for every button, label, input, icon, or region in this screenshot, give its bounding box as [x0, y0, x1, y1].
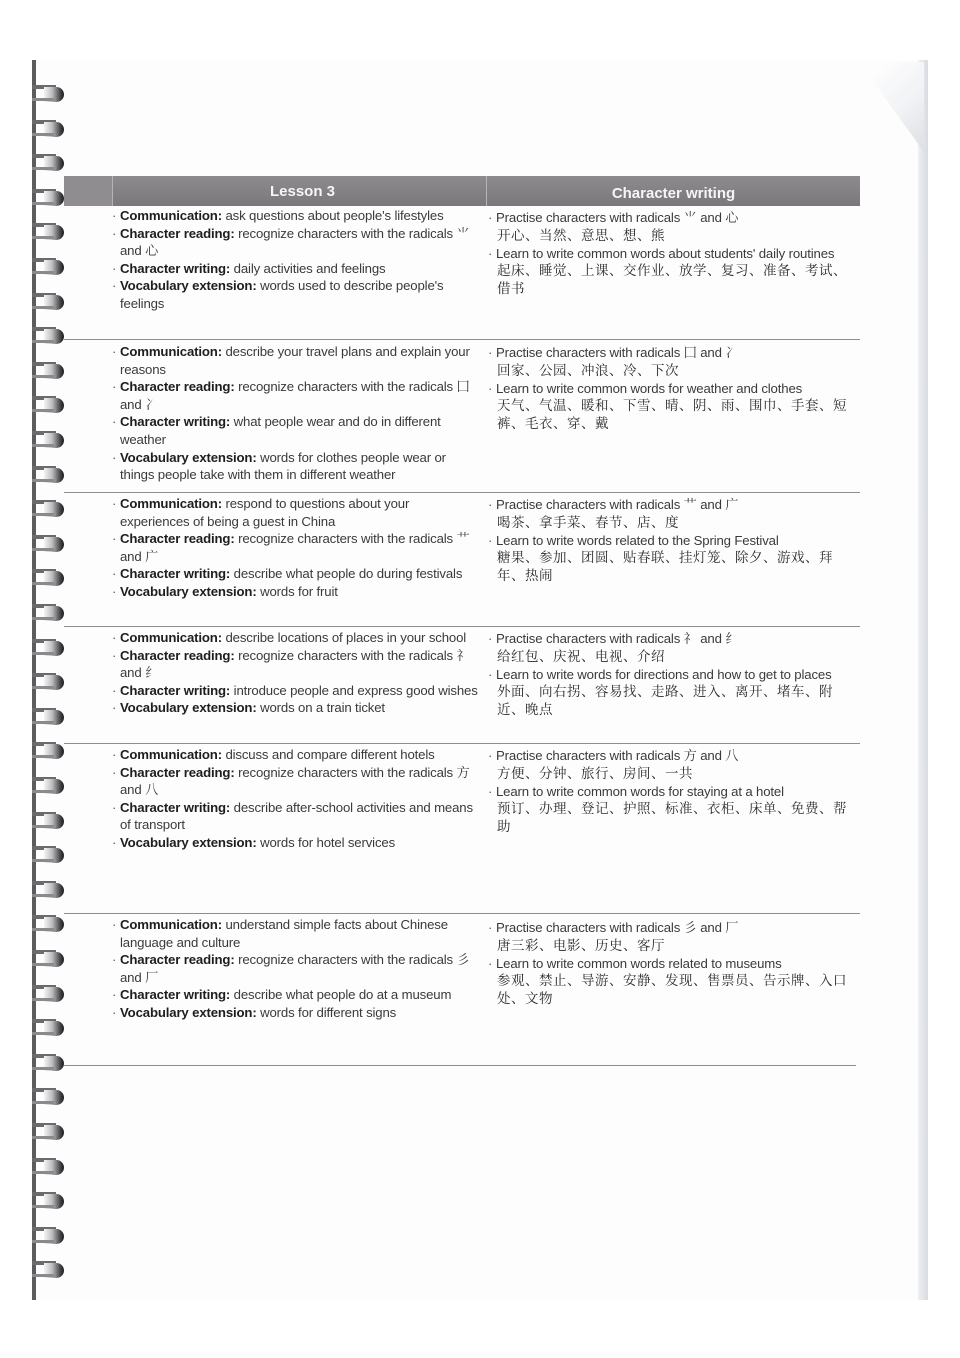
character-writing-content: [488, 747, 860, 836]
character-reading-item: · Character reading: recognize characters with the radicals 艹 and 广: [112, 530, 478, 565]
communication-item: · Communication: ask questions about people's lifestyles: [112, 207, 478, 225]
vocabulary-extension-item: · Vocabulary extension: words for hotel services: [112, 834, 478, 852]
learn-words-item: · Learn to write words for directions and how to get to places: [488, 666, 860, 684]
lesson-objectives: [112, 343, 478, 484]
character-reading-item: · Character reading: recognize characters with the radicals 彡 and 厂: [112, 951, 478, 986]
spiral-ring-icon: [32, 915, 64, 935]
learn-words: 预订、办理、登记、护照、标准、衣柜、床单、免费、帮助: [497, 801, 847, 836]
spiral-ring-icon: [32, 258, 64, 278]
learn-words-item: · Learn to write common words about students' daily routines: [488, 245, 860, 263]
communication-item: · Communication: understand simple facts about Chinese language and culture: [112, 916, 478, 951]
spiral-ring-icon: [32, 777, 64, 797]
spiral-ring-icon: [32, 742, 64, 762]
spiral-ring-icon: [32, 639, 64, 659]
lesson-objectives: [112, 629, 478, 717]
character-writing-item: · Character writing: describe what people do at a museum: [112, 986, 478, 1004]
character-writing-content: [488, 344, 860, 433]
character-writing-item: · Character writing: introduce people and express good wishes: [112, 682, 478, 700]
table-row: [64, 340, 860, 493]
vocabulary-extension-item: · Vocabulary extension: words used to describe people's feelings: [112, 277, 478, 312]
spiral-ring-icon: [32, 1158, 64, 1178]
table-row: [64, 744, 860, 914]
spiral-ring-icon: [32, 500, 64, 520]
character-reading-item: · Character reading: recognize characters with the radicals 方 and 八: [112, 764, 478, 799]
header-character-writing: Character writing: [611, 184, 736, 202]
header-unit-cell: [64, 176, 113, 206]
character-writing-item: · Character writing: describe after-school activities and means of transport: [112, 799, 478, 834]
character-writing-item: · Character writing: describe what people do during festivals: [112, 565, 478, 583]
learn-words-item: · Learn to write words related to the Spring Festival: [488, 532, 860, 550]
learn-words: 外面、向右拐、容易找、走路、进入、离开、堵车、附近、晚点: [497, 684, 833, 719]
practise-words: 回家、公园、冲浪、冷、下次: [497, 362, 679, 379]
spiral-ring-icon: [32, 985, 64, 1005]
learn-words-item: · Learn to write common words for staying at a hotel: [488, 783, 860, 801]
spiral-ring-icon: [32, 604, 64, 624]
spiral-ring-icon: [32, 1123, 64, 1143]
learn-words-item: · Learn to write common words for weather and clothes: [488, 380, 860, 398]
communication-item: · Communication: discuss and compare different hotels: [112, 746, 478, 764]
vocabulary-extension-item: · Vocabulary extension: words for clothes people wear or things people take with them in different weather: [112, 449, 478, 484]
spiral-ring-icon: [32, 708, 64, 728]
practise-words: 开心、当然、意思、想、熊: [497, 227, 665, 244]
practise-radicals-item: · Practise characters with radicals 方 and 八: [488, 747, 860, 765]
practise-radicals-item: · Practise characters with radicals 囗 and 冫: [488, 344, 860, 362]
character-reading-item: · Character reading: recognize characters with the radicals 礻 and 纟: [112, 647, 478, 682]
communication-item: · Communication: respond to questions about your experiences of being a guest in China: [112, 495, 478, 530]
spiral-ring-icon: [32, 1227, 64, 1247]
spiral-ring-icon: [32, 950, 64, 970]
spiral-ring-icon: [32, 154, 64, 174]
spiral-ring-icon: [32, 673, 64, 693]
practise-radicals-item: · Practise characters with radicals ⺌ and 心: [488, 209, 860, 227]
spiral-ring-icon: [32, 846, 64, 866]
spiral-ring-icon: [32, 293, 64, 313]
practise-words: 给红包、庆祝、电视、介绍: [497, 648, 665, 665]
learn-words: 天气、气温、暖和、下雪、晴、阴、雨、围巾、手套、短裤、毛衣、穿、戴: [497, 398, 847, 433]
spiral-ring-icon: [32, 362, 64, 382]
lesson-objectives: [112, 495, 478, 601]
character-writing-content: [488, 496, 860, 585]
learn-words: 糖果、参加、团圆、贴春联、挂灯笼、除夕、游戏、拜年、热闹: [497, 550, 833, 585]
spiral-ring-icon: [32, 223, 64, 243]
header-lesson: Lesson 3: [113, 176, 487, 206]
spiral-ring-icon: [32, 466, 64, 486]
character-writing-item: · Character writing: daily activities and feelings: [112, 260, 478, 278]
practise-words: 唐三彩、电影、历史、客厅: [497, 937, 665, 954]
learn-words: 起床、睡觉、上课、交作业、放学、复习、准备、考试、借书: [497, 263, 847, 298]
lesson-objectives: [112, 207, 478, 313]
spiral-ring-icon: [32, 1088, 64, 1108]
spiral-ring-icon: [32, 327, 64, 347]
character-writing-content: [488, 209, 860, 298]
practise-radicals-item: · Practise characters with radicals 彡 and 厂: [488, 919, 860, 937]
table-row: [64, 493, 860, 627]
table-bottom-rule: [64, 1065, 856, 1066]
character-writing-content: [488, 919, 860, 1008]
spiral-ring-icon: [32, 1261, 64, 1281]
spiral-ring-icon: [32, 431, 64, 451]
spiral-ring-icon: [32, 1192, 64, 1212]
table-header: [64, 176, 860, 206]
spiral-ring-icon: [32, 396, 64, 416]
page-edge: [918, 60, 928, 1300]
practise-words: 方便、分钟、旅行、房间、一共: [497, 765, 693, 782]
learn-words-item: · Learn to write common words related to museums: [488, 955, 860, 973]
vocabulary-extension-item: · Vocabulary extension: words on a train ticket: [112, 699, 478, 717]
character-writing-item: · Character writing: what people wear and do in different weather: [112, 413, 478, 448]
spiral-ring-icon: [32, 1054, 64, 1074]
practise-words: 喝茶、拿手菜、春节、店、度: [497, 514, 679, 531]
spiral-ring-icon: [32, 120, 64, 140]
spiral-ring-icon: [32, 881, 64, 901]
spiral-ring-icon: [32, 1019, 64, 1039]
lesson-objectives: [112, 916, 478, 1022]
lesson-objectives: [112, 746, 478, 852]
vocabulary-extension-item: · Vocabulary extension: words for different signs: [112, 1004, 478, 1022]
spiral-ring-icon: [32, 812, 64, 832]
table-row: [64, 627, 860, 744]
communication-item: · Communication: describe locations of places in your school: [112, 629, 478, 647]
practise-radicals-item: · Practise characters with radicals 艹 and 广: [488, 496, 860, 514]
vocabulary-extension-item: · Vocabulary extension: words for fruit: [112, 583, 478, 601]
character-writing-content: [488, 630, 860, 719]
practise-radicals-item: · Practise characters with radicals 礻 and 纟: [488, 630, 860, 648]
character-reading-item: · Character reading: recognize characters with the radicals 囗 and 冫: [112, 378, 478, 413]
table-row: [64, 207, 860, 340]
spiral-ring-icon: [32, 535, 64, 555]
spiral-ring-icon: [32, 569, 64, 589]
character-reading-item: · Character reading: recognize characters with the radicals ⺌ and 心: [112, 225, 478, 260]
spiral-ring-icon: [32, 85, 64, 105]
communication-item: · Communication: describe your travel plans and explain your reasons: [112, 343, 478, 378]
table-row: [64, 914, 860, 1065]
spiral-ring-icon: [32, 189, 64, 209]
learn-words: 参观、禁止、导游、安静、发现、售票员、告示牌、入口处、文物: [497, 973, 847, 1008]
